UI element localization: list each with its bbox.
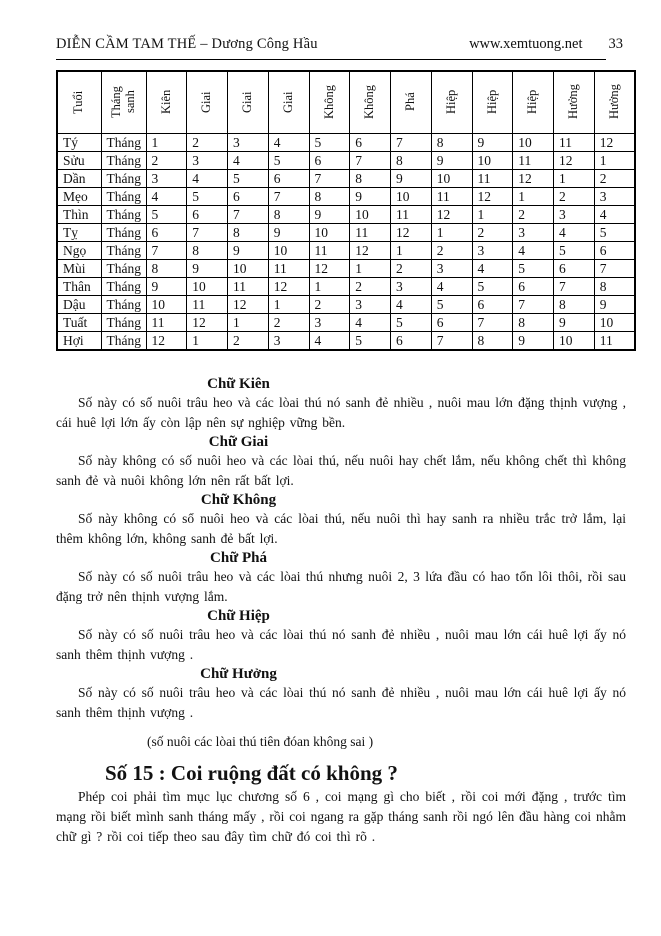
value-cell: 5 — [350, 331, 391, 350]
value-cell: 4 — [513, 241, 554, 259]
table-row — [57, 331, 635, 350]
value-cell: 10 — [391, 187, 432, 205]
value-cell: 3 — [554, 205, 595, 223]
month-label-cell: Tháng — [101, 331, 146, 350]
chu-heading: Chữ Hiệp — [207, 607, 270, 624]
value-cell: 11 — [146, 313, 187, 331]
month-lookup-table — [56, 70, 636, 351]
zodiac-cell: Ngọ — [57, 241, 101, 259]
value-cell: 8 — [431, 133, 472, 151]
footnote: (số nuôi các lòai thú tiên đóan không sai ) — [147, 733, 374, 749]
column-header-label: Hưởng — [606, 84, 621, 120]
column-header-4 — [228, 71, 269, 133]
section-15-paragraph: Phép coi phải tìm mục lục chương số 6 , coi mạng gì cho biết , rồi coi mới đặng , trước tìm mạng rồi biết mình sanh tháng mấy , rồi coi ngang ra gặp tháng sanh rồi ngó lên đầu hàng coi nhằm chữ gì ? rồi coi tiếp theo sau đây tìm chữ đó coi thì rõ . — [56, 788, 626, 844]
month-label-cell: Tháng — [101, 169, 146, 187]
column-header-0 — [57, 71, 101, 133]
zodiac-cell: Dậu — [57, 295, 101, 313]
value-cell: 9 — [431, 151, 472, 169]
value-cell: 7 — [431, 331, 472, 350]
value-cell: 11 — [391, 205, 432, 223]
column-header-label: Tháng sanh — [108, 86, 137, 119]
value-cell: 1 — [187, 331, 228, 350]
value-cell: 2 — [594, 169, 635, 187]
table-body — [57, 133, 635, 350]
value-cell: 9 — [187, 259, 228, 277]
value-cell: 10 — [228, 259, 269, 277]
column-header-label: Giai — [199, 91, 214, 114]
section-15-heading: Số 15 : Coi ruộng đất có không ? — [105, 760, 398, 785]
column-header-5 — [268, 71, 309, 133]
value-cell: 4 — [350, 313, 391, 331]
website-url: www.xemtuong.net — [469, 36, 583, 52]
column-header-10 — [472, 71, 513, 133]
value-cell: 9 — [146, 277, 187, 295]
value-cell: 12 — [268, 277, 309, 295]
value-cell: 12 — [187, 313, 228, 331]
value-cell: 4 — [391, 295, 432, 313]
value-cell: 11 — [268, 259, 309, 277]
column-header-label: Hưởng — [566, 84, 580, 120]
value-cell: 11 — [309, 241, 350, 259]
zodiac-cell: Sửu — [57, 151, 101, 169]
column-header-6 — [309, 71, 350, 133]
column-header-1 — [101, 71, 146, 133]
column-header-label: Giai — [240, 91, 254, 114]
value-cell: 5 — [391, 313, 432, 331]
value-cell: 4 — [309, 331, 350, 350]
chu-paragraph: Số này có số nuôi trâu heo và các lòai thú nó sanh đẻ nhiều , nuôi mau lớn cái huê lợi ấy nó sanh thêm thịnh vượng . — [56, 684, 626, 720]
value-cell: 1 — [594, 151, 635, 169]
value-cell: 9 — [268, 223, 309, 241]
column-header-label: Hiệp — [443, 90, 458, 115]
column-header-label: Không — [321, 85, 336, 120]
value-cell: 10 — [431, 169, 472, 187]
month-label-cell: Tháng — [101, 151, 146, 169]
value-cell: 12 — [472, 187, 513, 205]
value-cell: 12 — [391, 223, 432, 241]
value-cell: 5 — [472, 277, 513, 295]
value-cell: 7 — [268, 187, 309, 205]
column-header-11 — [513, 71, 554, 133]
value-cell: 7 — [594, 259, 635, 277]
value-cell: 12 — [431, 205, 472, 223]
value-cell: 10 — [350, 205, 391, 223]
column-header-label: Tuổi — [71, 90, 86, 114]
header-divider — [56, 59, 606, 60]
value-cell: 9 — [391, 169, 432, 187]
value-cell: 4 — [431, 277, 472, 295]
value-cell: 7 — [472, 313, 513, 331]
table-row — [57, 241, 635, 259]
month-label-cell: Tháng — [101, 223, 146, 241]
table-row — [57, 151, 635, 169]
column-header-label: Không — [362, 85, 377, 120]
value-cell: 3 — [472, 241, 513, 259]
column-header-7 — [350, 71, 391, 133]
chu-paragraph: Số này có số nuôi trâu heo và các lòai thú nhưng nuôi 2, 3 lứa đầu có hao tổn lôi thôi, rồi sau đặng trở nên thịnh vượng lắm. — [56, 568, 626, 604]
value-cell: 11 — [594, 331, 635, 350]
value-cell: 2 — [268, 313, 309, 331]
value-cell: 2 — [431, 241, 472, 259]
value-cell: 8 — [472, 331, 513, 350]
table-row — [57, 295, 635, 313]
value-cell: 4 — [472, 259, 513, 277]
value-cell: 12 — [146, 331, 187, 350]
value-cell: 10 — [472, 151, 513, 169]
column-header-3 — [187, 71, 228, 133]
body-content — [56, 375, 626, 847]
value-cell: 3 — [350, 295, 391, 313]
zodiac-cell: Thân — [57, 277, 101, 295]
value-cell: 8 — [554, 295, 595, 313]
value-cell: 10 — [309, 223, 350, 241]
value-cell: 7 — [187, 223, 228, 241]
value-cell: 3 — [268, 331, 309, 350]
chu-heading: Chữ Không — [200, 491, 277, 508]
value-cell: 6 — [472, 295, 513, 313]
value-cell: 10 — [187, 277, 228, 295]
value-cell: 8 — [594, 277, 635, 295]
value-cell: 8 — [228, 223, 269, 241]
value-cell: 5 — [268, 151, 309, 169]
page-number: 33 — [608, 36, 623, 52]
month-label-cell: Tháng — [101, 277, 146, 295]
value-cell: 1 — [268, 295, 309, 313]
value-cell: 2 — [513, 205, 554, 223]
value-cell: 9 — [513, 331, 554, 350]
value-cell: 2 — [554, 187, 595, 205]
column-header-label: Giai — [280, 91, 295, 114]
column-header-9 — [431, 71, 472, 133]
value-cell: 3 — [431, 259, 472, 277]
value-cell: 8 — [187, 241, 228, 259]
value-cell: 10 — [594, 313, 635, 331]
table-header-row — [57, 71, 635, 133]
chu-paragraph: Số này không có số nuôi heo và các lòai thú, nếu nuôi hay chết lắm, nếu không chết thì không sanh đẻ và nuôi không lớn nên rất bất lợi. — [56, 452, 626, 488]
value-cell: 6 — [350, 133, 391, 151]
value-cell: 11 — [431, 187, 472, 205]
column-header-label: Hiệp — [525, 90, 540, 115]
table-row — [57, 313, 635, 331]
value-cell: 4 — [228, 151, 269, 169]
value-cell: 8 — [146, 259, 187, 277]
value-cell: 7 — [350, 151, 391, 169]
value-cell: 2 — [146, 151, 187, 169]
value-cell: 3 — [187, 151, 228, 169]
value-cell: 6 — [594, 241, 635, 259]
page-header — [56, 36, 623, 53]
column-header-12 — [554, 71, 595, 133]
value-cell: 1 — [228, 313, 269, 331]
zodiac-cell: Thìn — [57, 205, 101, 223]
value-cell: 9 — [472, 133, 513, 151]
chu-heading: Chữ Giai — [208, 433, 269, 450]
value-cell: 12 — [513, 169, 554, 187]
value-cell: 12 — [350, 241, 391, 259]
table-row — [57, 259, 635, 277]
chu-heading: Chữ Kiên — [207, 375, 270, 392]
value-cell: 11 — [554, 133, 595, 151]
value-cell: 1 — [391, 241, 432, 259]
value-cell: 7 — [554, 277, 595, 295]
value-cell: 4 — [268, 133, 309, 151]
month-label-cell: Tháng — [101, 241, 146, 259]
value-cell: 6 — [187, 205, 228, 223]
value-cell: 8 — [391, 151, 432, 169]
value-cell: 7 — [513, 295, 554, 313]
value-cell: 1 — [309, 277, 350, 295]
value-cell: 10 — [268, 241, 309, 259]
value-cell: 4 — [146, 187, 187, 205]
value-cell: 4 — [554, 223, 595, 241]
value-cell: 3 — [391, 277, 432, 295]
value-cell: 10 — [146, 295, 187, 313]
value-cell: 11 — [187, 295, 228, 313]
value-cell: 12 — [309, 259, 350, 277]
chu-heading: Chữ Phá — [210, 549, 267, 566]
column-header-label: Phá — [403, 92, 417, 112]
value-cell: 6 — [228, 187, 269, 205]
value-cell: 6 — [146, 223, 187, 241]
value-cell: 3 — [594, 187, 635, 205]
value-cell: 5 — [431, 295, 472, 313]
value-cell: 6 — [554, 259, 595, 277]
value-cell: 1 — [431, 223, 472, 241]
chu-paragraph: Số này không có sổ nuôi heo và các lòai thú, nếu nuôi thì hay sanh ra nhiều trắc trở lắm, lại thêm không lớn, không sanh đẻ bất lợi. — [56, 510, 626, 546]
value-cell: 2 — [472, 223, 513, 241]
value-cell: 12 — [228, 295, 269, 313]
value-cell: 6 — [309, 151, 350, 169]
value-cell: 5 — [187, 187, 228, 205]
value-cell: 5 — [309, 133, 350, 151]
value-cell: 9 — [350, 187, 391, 205]
column-header-2 — [146, 71, 187, 133]
zodiac-cell: Tỵ — [57, 223, 101, 241]
value-cell: 7 — [309, 169, 350, 187]
value-cell: 11 — [350, 223, 391, 241]
value-cell: 9 — [228, 241, 269, 259]
value-cell: 10 — [513, 133, 554, 151]
value-cell: 1 — [146, 133, 187, 151]
book-title: DIỄN CẦM TAM THẾ – Dương Công Hầu — [56, 36, 318, 52]
table-header — [57, 71, 635, 133]
value-cell: 8 — [350, 169, 391, 187]
table-row — [57, 277, 635, 295]
month-label-cell: Tháng — [101, 295, 146, 313]
value-cell: 1 — [554, 169, 595, 187]
value-cell: 1 — [472, 205, 513, 223]
month-label-cell: Tháng — [101, 313, 146, 331]
value-cell: 2 — [350, 277, 391, 295]
value-cell: 11 — [513, 151, 554, 169]
value-cell: 12 — [594, 133, 635, 151]
column-header-label: Kiên — [158, 90, 173, 115]
month-label-cell: Tháng — [101, 205, 146, 223]
value-cell: 4 — [594, 205, 635, 223]
column-header-8 — [391, 71, 432, 133]
value-cell: 9 — [594, 295, 635, 313]
value-cell: 2 — [309, 295, 350, 313]
month-label-cell: Tháng — [101, 187, 146, 205]
value-cell: 6 — [513, 277, 554, 295]
table-row — [57, 205, 635, 223]
value-cell: 5 — [228, 169, 269, 187]
value-cell: 6 — [391, 331, 432, 350]
chu-heading: Chữ Hưởng — [200, 665, 277, 682]
value-cell: 5 — [513, 259, 554, 277]
zodiac-cell: Dần — [57, 169, 101, 187]
value-cell: 5 — [594, 223, 635, 241]
value-cell: 2 — [391, 259, 432, 277]
value-cell: 6 — [431, 313, 472, 331]
value-cell: 2 — [187, 133, 228, 151]
value-cell: 11 — [472, 169, 513, 187]
value-cell: 6 — [268, 169, 309, 187]
chu-paragraph: Số này có số nuôi trâu heo và các lòai thú nó sanh đẻ nhiều , nuôi mau lớn cái huê lợi ấy nó sanh thêm thịnh vượng . — [56, 626, 626, 662]
month-label-cell: Tháng — [101, 259, 146, 277]
value-cell: 8 — [513, 313, 554, 331]
zodiac-cell: Mẹo — [57, 187, 101, 205]
value-cell: 10 — [554, 331, 595, 350]
value-cell: 8 — [309, 187, 350, 205]
value-cell: 7 — [146, 241, 187, 259]
value-cell: 9 — [554, 313, 595, 331]
value-cell: 2 — [228, 331, 269, 350]
chu-paragraph: Số này có số nuôi trâu heo và các lòai thú nó sanh đẻ nhiều , nuôi mau lớn đặng thịnh vượng , cái huê lợi lớn ấy còn lập nên sự nghiệp vững bền. — [56, 394, 626, 430]
table-row — [57, 133, 635, 151]
table-row — [57, 169, 635, 187]
table-row — [57, 187, 635, 205]
table-row — [57, 223, 635, 241]
value-cell: 4 — [187, 169, 228, 187]
value-cell: 5 — [554, 241, 595, 259]
value-cell: 3 — [228, 133, 269, 151]
value-cell: 3 — [146, 169, 187, 187]
chu-sections — [56, 375, 626, 723]
value-cell: 9 — [309, 205, 350, 223]
zodiac-cell: Tý — [57, 133, 101, 151]
value-cell: 3 — [513, 223, 554, 241]
value-cell: 5 — [146, 205, 187, 223]
value-cell: 7 — [228, 205, 269, 223]
month-label-cell: Tháng — [101, 133, 146, 151]
value-cell: 12 — [554, 151, 595, 169]
column-header-13 — [594, 71, 635, 133]
value-cell: 1 — [513, 187, 554, 205]
value-cell: 3 — [309, 313, 350, 331]
value-cell: 8 — [268, 205, 309, 223]
value-cell: 1 — [350, 259, 391, 277]
zodiac-cell: Hợi — [57, 331, 101, 350]
column-header-label: Hiệp — [484, 90, 499, 115]
zodiac-cell: Tuất — [57, 313, 101, 331]
zodiac-cell: Mùi — [57, 259, 101, 277]
value-cell: 11 — [228, 277, 269, 295]
value-cell: 7 — [391, 133, 432, 151]
